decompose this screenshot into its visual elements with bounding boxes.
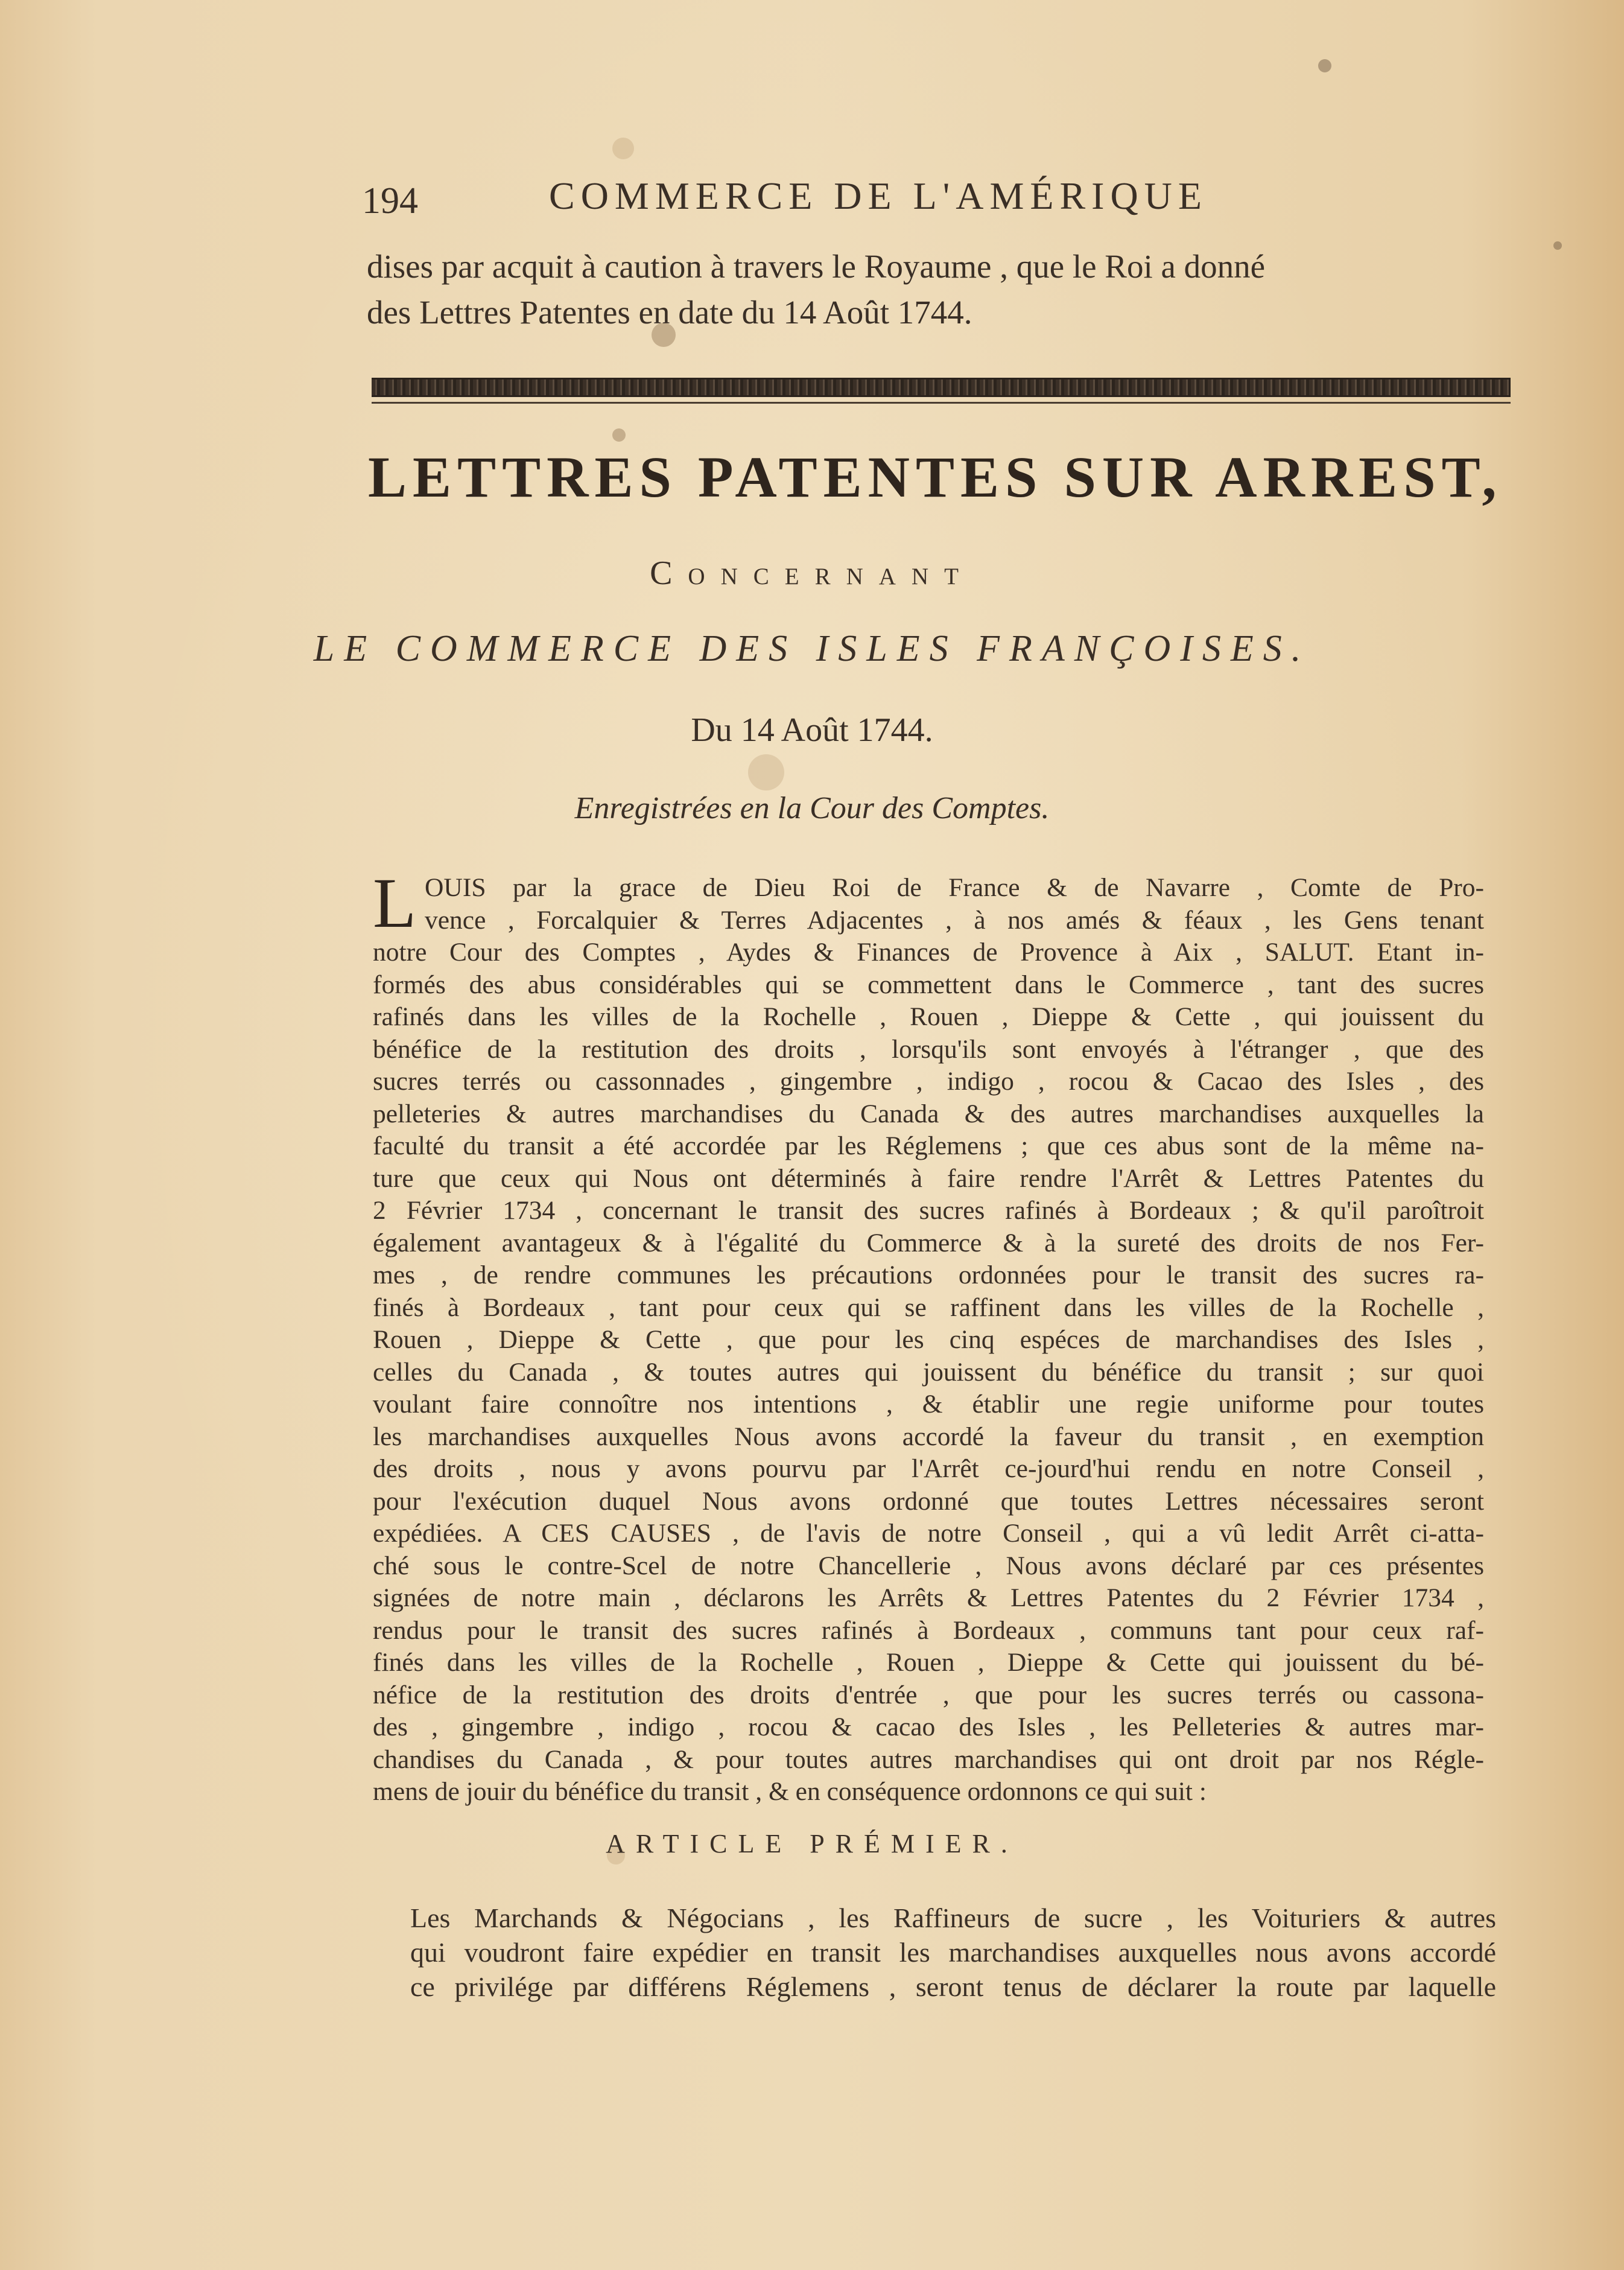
- body-line: chandises du Canada , & pour toutes autres marchandises qui ont droit par nos Régle-: [373, 1744, 1484, 1774]
- paper-stain: [612, 428, 626, 442]
- page-number: 194: [362, 180, 418, 221]
- body-line: celles du Canada , & toutes autres qui jouissent du bénéfice du transit ; sur quoi: [373, 1357, 1484, 1387]
- paper-stain: [748, 754, 784, 790]
- article-line: Les Marchands & Négocians , les Raffineurs de sucre , les Voituriers & autres: [410, 1903, 1496, 1933]
- rule-thick: [372, 378, 1511, 397]
- body-line: les marchandises auxquelles Nous avons accordé la faveur du transit , en exemption: [373, 1422, 1484, 1451]
- body-line: formés des abus considérables qui se commettent dans le Commerce , tant des sucres: [373, 970, 1484, 999]
- article-line: qui voudront faire expédier en transit les marchandises auxquelles nous avons accordé: [410, 1937, 1496, 1968]
- body-line: vence , Forcalquier & Terres Adjacentes , à nos amés & féaux , les Gens tenant: [425, 905, 1484, 935]
- body-line: finés dans les villes de la Rochelle , Rouen , Dieppe & Cette qui jouissent du bé-: [373, 1648, 1484, 1677]
- page-header: [362, 174, 1351, 222]
- body-line: sucres terrés ou cassonnades , gingembre , indigo , rocou & Cacao des Isles , des: [373, 1067, 1484, 1096]
- intro-line: dises par acquit à caution à travers le Royaume , que le Roi a donné: [367, 248, 1266, 285]
- body-line: bénéfice de la restitution des droits , lorsqu'ils sont envoyés à l'étranger , que des: [373, 1034, 1484, 1064]
- intro-paragraph: [367, 244, 1489, 335]
- body-line: notre Cour des Comptes , Aydes & Finances de Provence à Aix , SALUT. Etant in-: [373, 938, 1484, 967]
- body-line: ture que ceux qui Nous ont déterminés à faire rendre l'Arrêt & Lettres Patentes du: [373, 1163, 1484, 1193]
- running-head: COMMERCE DE L'AMÉRIQUE: [549, 174, 1208, 217]
- article-heading: ARTICLE PRÉMIER.: [606, 1829, 1018, 1858]
- body-line: mes , de rendre communes les précautions ordonnées pour le transit des sucres ra-: [373, 1261, 1484, 1289]
- body-line: des , gingembre , indigo , rocou & cacao des Isles , les Pelleteries & autres mar-: [373, 1712, 1484, 1741]
- body-line: pour l'exécution duquel Nous avons ordonné que toutes Lettres nécessaires seront: [373, 1486, 1484, 1516]
- body-line: voulant faire connoître nos intentions , & établir une regie uniforme pour toutes: [373, 1390, 1484, 1419]
- registration-note: Enregistrées en la Cour des Comptes.: [574, 791, 1050, 825]
- body-line: des droits , nous y avons pourvu par l'Arrêt ce-jourd'hui rendu en notre Conseil ,: [373, 1454, 1484, 1483]
- body-line: Rouen , Dieppe & Cette , que pour les cinq espéces de marchandises des Isles ,: [373, 1325, 1484, 1354]
- paper-stain: [1318, 59, 1331, 72]
- body-line: rafinés dans les villes de la Rochelle , Rouen , Dieppe & Cette , qui jouissent du: [373, 1002, 1484, 1031]
- article-paragraph: [410, 1901, 1496, 2004]
- document-date: Du 14 Août 1744.: [691, 711, 933, 749]
- concerning-label: Concernant: [650, 555, 974, 592]
- body-line: finés à Bordeaux , tant pour ceux qui se raffinent dans les villes de la Rochelle ,: [373, 1292, 1484, 1322]
- paper-stain: [1553, 241, 1562, 250]
- body-line: 2 Février 1734 , concernant le transit des sucres rafinés à Bordeaux ; & qu'il paroîtroit: [373, 1196, 1484, 1225]
- body-line: ché sous le contre-Scel de notre Chancellerie , Nous avons déclaré par ces présentes: [373, 1551, 1484, 1580]
- ornamental-rule: [372, 378, 1511, 402]
- document-subject: LE COMMERCE DES ISLES FRANÇOISES.: [313, 628, 1311, 669]
- intro-line: des Lettres Patentes en date du 14 Août 1744.: [367, 294, 972, 331]
- article-line: ce privilége par différens Réglemens , seront tenus de déclarer la route par laquelle: [410, 1971, 1496, 2002]
- body-line: également avantageux & à l'égalité du Commerce & à la sureté des droits de nos Fer-: [373, 1228, 1484, 1257]
- body-line: faculté du transit a été accordée par les Réglemens ; que ces abus sont de la même na-: [373, 1131, 1484, 1160]
- body-line: OUIS par la grace de Dieu Roi de France & de Navarre , Comte de Pro-: [425, 873, 1484, 902]
- body-line: pelleteries & autres marchandises du Canada & des autres marchandises auxquelles la: [373, 1099, 1484, 1128]
- paper-stain: [612, 138, 634, 159]
- body-line: expédiées. A CES CAUSES , de l'avis de notre Conseil , qui a vû ledit Arrêt ci-atta-: [373, 1519, 1484, 1548]
- body-line: néfice de la restitution des droits d'entrée , que pour les sucres terrés ou cassona-: [373, 1680, 1484, 1709]
- rule-thin: [372, 402, 1511, 404]
- body-line: rendus pour le transit des sucres rafinés à Bordeaux , communs tant pour ceux raf-: [373, 1615, 1484, 1645]
- drop-cap: L: [373, 863, 417, 943]
- body-line: signées de notre main , déclarons les Arrêts & Lettres Patentes du 2 Février 1734 ,: [373, 1583, 1484, 1612]
- body-paragraph: [373, 863, 1484, 1808]
- body-line: mens de jouir du bénéfice du transit , & en conséquence ordonnons ce qui suit :: [373, 1777, 1207, 1806]
- document-title: LETTRES PATENTES SUR ARREST,: [368, 445, 1503, 509]
